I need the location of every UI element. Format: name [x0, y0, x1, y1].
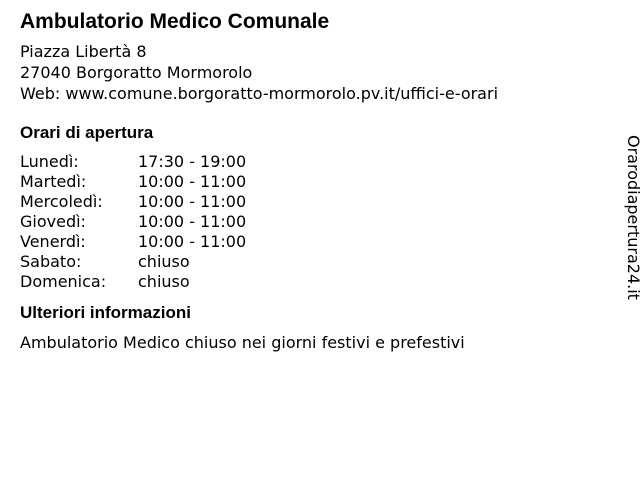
address-street: Piazza Libertà 8 — [20, 42, 147, 61]
hours-row-wednesday — [20, 192, 600, 212]
additional-info-text: Ambulatorio Medico chiuso nei giorni festivi e prefestivi — [20, 333, 465, 352]
day-hours: 10:00 - 11:00 — [138, 192, 247, 211]
opening-hours-table — [20, 152, 600, 292]
additional-info-title: Ulteriori informazioni — [20, 303, 191, 322]
day-hours: 10:00 - 11:00 — [138, 172, 247, 191]
day-label: Martedì: — [20, 172, 87, 191]
day-hours: 10:00 - 11:00 — [138, 212, 247, 231]
day-label: Lunedì: — [20, 152, 79, 171]
hours-row-thursday — [20, 212, 600, 232]
hours-row-monday — [20, 152, 600, 172]
day-hours: 17:30 - 19:00 — [138, 152, 247, 171]
day-label: Venerdì: — [20, 232, 86, 251]
website-link[interactable]: Web: www.comune.borgoratto-mormorolo.pv.it/uffici-e-orari — [20, 84, 499, 103]
day-hours: chiuso — [138, 252, 190, 271]
hours-row-sunday — [20, 272, 600, 292]
day-hours: 10:00 - 11:00 — [138, 232, 247, 251]
brand-watermark: Orarodiapertura24.it — [624, 135, 643, 300]
day-label: Mercoledì: — [20, 192, 103, 211]
day-label: Domenica: — [20, 272, 107, 291]
address-block — [20, 41, 600, 104]
opening-hours-title: Orari di apertura — [20, 123, 154, 142]
hours-row-saturday — [20, 252, 600, 272]
page-title: Ambulatorio Medico Comunale — [20, 10, 330, 33]
day-label: Giovedì: — [20, 212, 86, 231]
hours-row-tuesday — [20, 172, 600, 192]
page-content — [20, 10, 600, 353]
address-city: 27040 Borgoratto Mormorolo — [20, 63, 253, 82]
hours-row-friday — [20, 232, 600, 252]
day-label: Sabato: — [20, 252, 82, 271]
day-hours: chiuso — [138, 272, 190, 291]
